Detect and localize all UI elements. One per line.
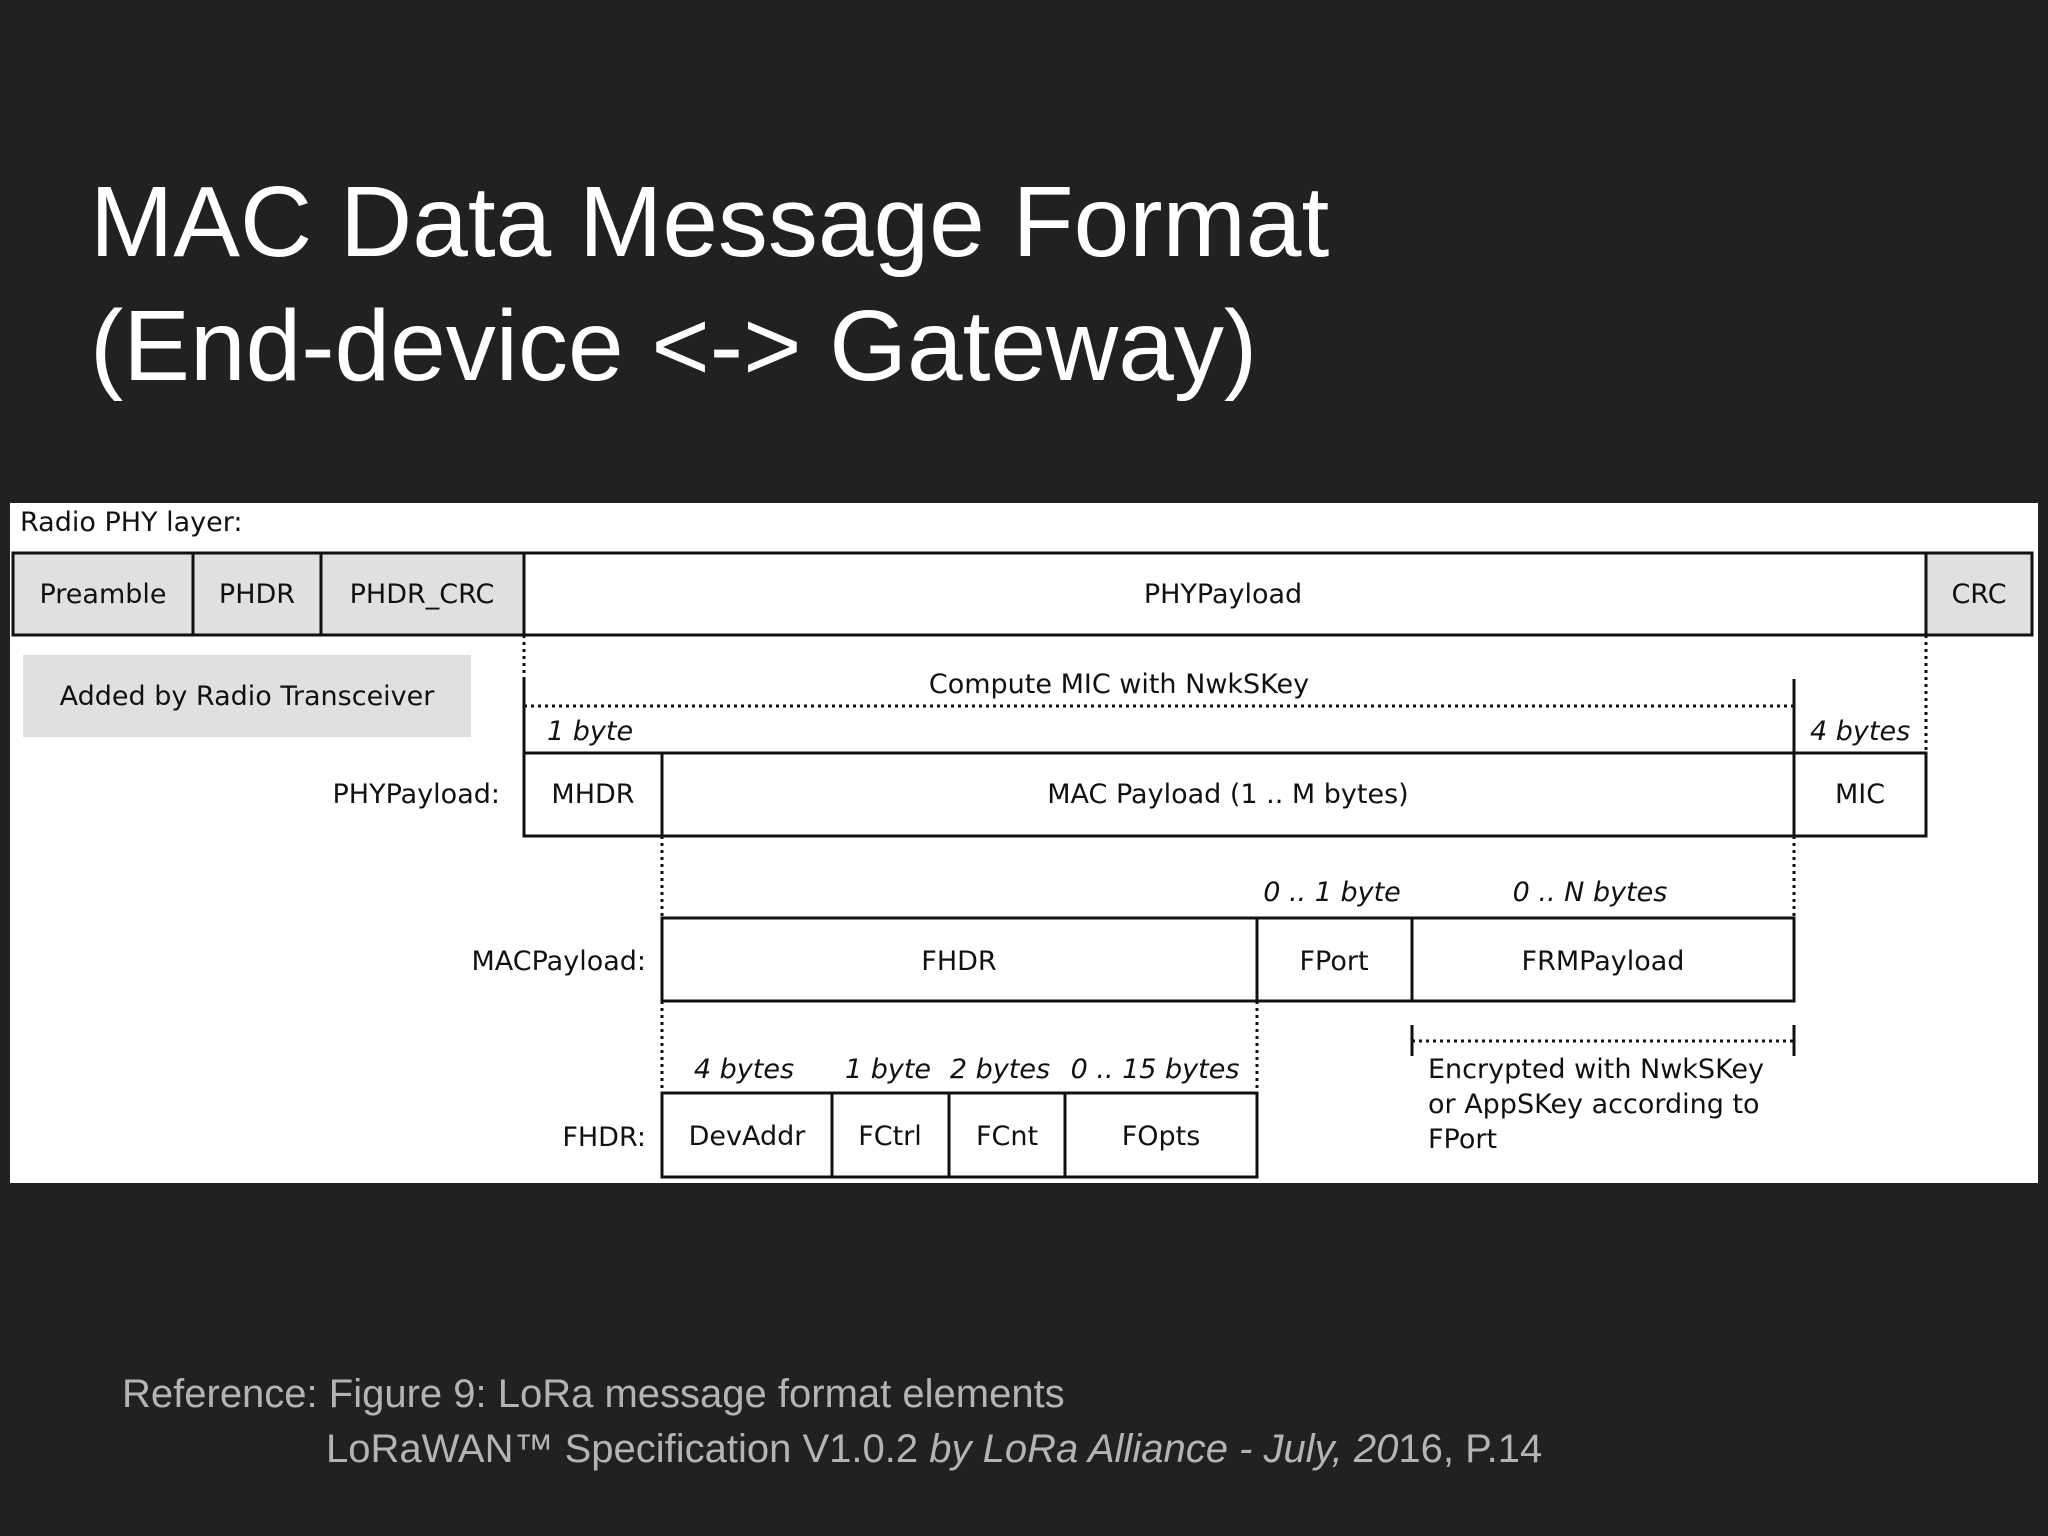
added-by-label: Added by Radio Transceiver <box>59 681 435 712</box>
encryption-note-line-3: FPort <box>1428 1124 1498 1155</box>
title-line-2: (End-device <-> Gateway) <box>90 290 1258 402</box>
fport-label: FPort <box>1299 946 1369 977</box>
macpayload-row-label: MACPayload: <box>471 946 646 977</box>
fhdr-row-label: FHDR: <box>562 1122 646 1153</box>
reference-year-page: 16, P.14 <box>1398 1427 1543 1471</box>
radio-phy-label: Radio PHY layer: <box>20 507 243 538</box>
fctrl-size-label: 1 byte <box>844 1054 932 1085</box>
preamble-label: Preamble <box>39 579 167 610</box>
encryption-note-line-1: Encrypted with NwkSKey <box>1428 1054 1765 1085</box>
frmpayload-size-label: 0 .. N bytes <box>1512 877 1668 908</box>
reference-line-1: Reference: Figure 9: LoRa message format elements <box>122 1372 1065 1416</box>
mac-payload-label: MAC Payload (1 .. M bytes) <box>1047 779 1409 810</box>
fopts-label: FOpts <box>1121 1121 1201 1152</box>
crc-label: CRC <box>1951 579 2007 610</box>
devaddr-label: DevAddr <box>688 1121 806 1152</box>
mic-size-label: 4 bytes <box>1810 716 1911 747</box>
reference-spec-name: LoRaWAN™ Specification V1.0.2 <box>326 1427 930 1471</box>
message-format-diagram <box>10 503 2038 1183</box>
title-line-1: MAC Data Message Format <box>90 166 1330 278</box>
phdr-crc-label: PHDR_CRC <box>349 579 495 610</box>
fopts-size-label: 0 .. 15 bytes <box>1070 1054 1240 1085</box>
mhdr-size-label: 1 byte <box>547 716 634 747</box>
reference-line-2 <box>326 1427 1542 1472</box>
encryption-note-line-2: or AppSKey according to <box>1428 1089 1760 1120</box>
fctrl-label: FCtrl <box>858 1121 922 1152</box>
lora-message-format-figure <box>10 503 2038 1183</box>
phypayload-row-label: PHYPayload: <box>332 779 500 810</box>
mhdr-label: MHDR <box>551 779 635 810</box>
slide-title <box>90 160 1329 408</box>
fcnt-size-label: 2 bytes <box>949 1054 1051 1085</box>
phdr-label: PHDR <box>218 579 296 610</box>
fport-size-label: 0 .. 1 byte <box>1263 877 1401 908</box>
mic-label: MIC <box>1834 779 1886 810</box>
frmpayload-label: FRMPayload <box>1521 946 1685 977</box>
phypayload-label: PHYPayload <box>1143 579 1303 610</box>
reference-author-date: by LoRa Alliance - July, 20 <box>929 1427 1399 1471</box>
fcnt-label: FCnt <box>975 1121 1039 1152</box>
compute-mic-label: Compute MIC with NwkSKey <box>928 669 1310 700</box>
devaddr-size-label: 4 bytes <box>693 1054 795 1085</box>
fhdr-label: FHDR <box>921 946 997 977</box>
